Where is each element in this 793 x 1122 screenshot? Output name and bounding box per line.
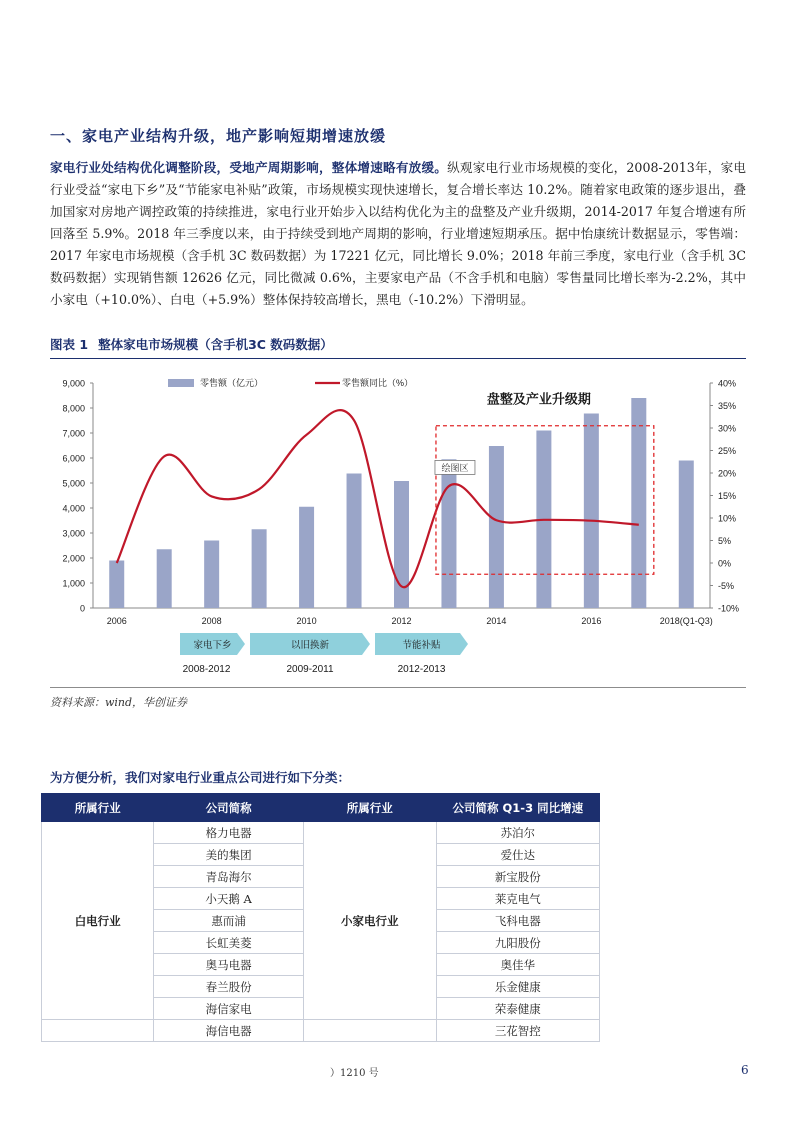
source-divider bbox=[50, 687, 746, 688]
highlight-label: 盘整及产业升级期 bbox=[486, 391, 591, 407]
small-company-cell: 荣泰健康 bbox=[436, 998, 599, 1020]
small-company-cell: 飞科电器 bbox=[436, 910, 599, 932]
source-note: 资料来源：wind，华创证券 bbox=[50, 696, 188, 709]
header-company-growth: 公司简称 Q1-3 同比增速 bbox=[436, 794, 599, 822]
white-category-cell: 白电行业 bbox=[42, 822, 154, 1020]
page-number: 6 bbox=[741, 1063, 749, 1077]
small-company-cell: 乐金健康 bbox=[436, 976, 599, 998]
small-company-cell: 奥佳华 bbox=[436, 954, 599, 976]
left-tick-label: 6,000 bbox=[62, 453, 85, 464]
left-tick-label: 0 bbox=[79, 603, 85, 614]
left-tick-label: 9,000 bbox=[62, 378, 85, 389]
legend-line-label: 零售额同比（%） bbox=[342, 378, 414, 388]
table-row bbox=[42, 1020, 600, 1042]
growth-line bbox=[117, 410, 639, 587]
table-row bbox=[42, 822, 600, 844]
right-tick-label: 10% bbox=[718, 513, 737, 524]
bar bbox=[109, 561, 124, 609]
white-company-cell: 美的集团 bbox=[154, 844, 303, 866]
bar bbox=[299, 507, 314, 608]
x-tick-label: 2008 bbox=[201, 616, 222, 626]
bar bbox=[394, 481, 409, 608]
right-tick-label: -10% bbox=[718, 603, 740, 614]
bar bbox=[631, 398, 646, 608]
right-tick-label: 0% bbox=[718, 558, 732, 569]
right-tick-label: 25% bbox=[718, 446, 737, 456]
company-classification-table bbox=[41, 793, 600, 1042]
legend-bar-swatch bbox=[168, 379, 194, 387]
x-tick-label: 2010 bbox=[296, 616, 317, 626]
white-company-cell: 奥马电器 bbox=[154, 954, 303, 976]
x-tick-label: 2014 bbox=[486, 616, 507, 626]
paragraph-body: 纵观家电行业市场规模的变化，2008-2013年，家电行业受益“家电下乡”及“节能家电补贴”政策，市场规模实现快速增长，复合增长率达 10.2%。随着家电政策的逐步退出，叠加国家对房地产调控政策的持续推进，家电行业开始步入以结构优化为主的盘整及产业升级期，2014-2017 年复合增速有所回落至 5.9%。2018 年三季度以来，由于持续受到地产周期的影响，行业增速短期承压。据中怡康统计数据显示，零售端：2017 年家电市场规模（含手机 3C 数码数据）为 17221 亿元，同比增长 9.0%；2018 年前三季度，家电行业（含手机 3C 数码数据）实现销售额 12626 亿元，同比微减 0.6%，主要家电产品（不含手机和电脑）零售量同比增长率为-2.2%，其中小家电（+10.0%）、白电（+5.9%）整体保持较高增长，黑电（-10.2%）下滑明显。 bbox=[50, 160, 747, 307]
small-company-cell: 九阳股份 bbox=[436, 932, 599, 954]
section-title: 一、家电产业结构升级，地产影响短期增速放缓 bbox=[50, 127, 387, 145]
white-company-cell: 长虹美菱 bbox=[154, 932, 303, 954]
figure-label: 图表 1 bbox=[50, 337, 89, 352]
plot-area-tag: 绘图区 bbox=[441, 462, 469, 473]
empty-category-cell bbox=[303, 1020, 436, 1042]
right-tick-label: 5% bbox=[718, 536, 732, 546]
legend-bar-label: 零售额（亿元） bbox=[200, 378, 264, 388]
left-tick-label: 7,000 bbox=[62, 428, 85, 439]
right-tick-label: 40% bbox=[718, 378, 737, 389]
white-company-cell: 海信电器 bbox=[154, 1020, 303, 1042]
left-tick-label: 3,000 bbox=[62, 528, 85, 539]
phase-years: 2009-2011 bbox=[286, 664, 334, 675]
right-tick-label: 30% bbox=[718, 423, 737, 434]
left-tick-label: 1,000 bbox=[62, 578, 85, 589]
white-company-cell: 春兰股份 bbox=[154, 976, 303, 998]
phase-policy: 以旧换新 bbox=[290, 640, 330, 651]
small-company-cell: 新宝股份 bbox=[436, 866, 599, 888]
small-company-cell: 莱克电气 bbox=[436, 888, 599, 910]
x-tick-label: 2006 bbox=[106, 616, 127, 626]
small-company-cell: 苏泊尔 bbox=[436, 822, 599, 844]
left-tick-label: 8,000 bbox=[62, 403, 85, 414]
bar bbox=[347, 474, 362, 609]
bar bbox=[489, 446, 504, 608]
right-tick-label: -5% bbox=[718, 581, 735, 591]
paragraph-lead: 家电行业处结构优化调整阶段，受地产周期影响，整体增速略有放缓。 bbox=[50, 160, 448, 175]
classification-intro: 为方便分析，我们对家电行业重点公司进行如下分类： bbox=[50, 770, 351, 785]
left-tick-label: 2,000 bbox=[62, 553, 85, 564]
small-category-cell: 小家电行业 bbox=[303, 822, 436, 1020]
table-header-row bbox=[42, 794, 600, 822]
bar bbox=[441, 459, 456, 608]
white-company-cell: 惠而浦 bbox=[154, 910, 303, 932]
white-company-cell: 海信家电 bbox=[154, 998, 303, 1020]
header-industry: 所属行业 bbox=[42, 794, 154, 822]
white-company-cell: 青岛海尔 bbox=[154, 866, 303, 888]
white-company-cell: 小天鹅 A bbox=[154, 888, 303, 910]
phase-policy: 节能补贴 bbox=[402, 640, 441, 651]
bar bbox=[252, 529, 267, 608]
right-tick-label: 15% bbox=[718, 491, 737, 501]
x-tick-label: 2012 bbox=[391, 616, 412, 626]
figure-title bbox=[50, 335, 746, 359]
phase-policy: 家电下乡 bbox=[193, 640, 232, 651]
header-company: 公司简称 bbox=[154, 794, 303, 822]
figure-caption: 整体家电市场规模（含手机3C 数码数据） bbox=[98, 337, 333, 352]
phase-years: 2008-2012 bbox=[182, 664, 231, 675]
footer-report-number: ）1210 号 bbox=[330, 1068, 379, 1079]
white-company-cell: 格力电器 bbox=[154, 822, 303, 844]
market-size-chart bbox=[50, 365, 750, 685]
left-tick-label: 4,000 bbox=[62, 503, 85, 514]
empty-category-cell bbox=[42, 1020, 154, 1042]
phase-years: 2012-2013 bbox=[397, 664, 446, 675]
right-tick-label: 20% bbox=[718, 468, 737, 479]
intro-paragraph bbox=[50, 157, 746, 311]
small-company-cell: 三花智控 bbox=[436, 1020, 599, 1042]
bar bbox=[584, 414, 599, 609]
right-tick-label: 35% bbox=[718, 401, 737, 411]
x-tick-label: 2016 bbox=[581, 616, 602, 626]
small-company-cell: 爱仕达 bbox=[436, 844, 599, 866]
bar bbox=[204, 541, 219, 609]
bar bbox=[157, 549, 172, 608]
header-industry-2: 所属行业 bbox=[303, 794, 436, 822]
bar bbox=[679, 461, 694, 609]
left-tick-label: 5,000 bbox=[62, 478, 85, 489]
x-tick-label: 2018(Q1-Q3) bbox=[659, 616, 713, 626]
